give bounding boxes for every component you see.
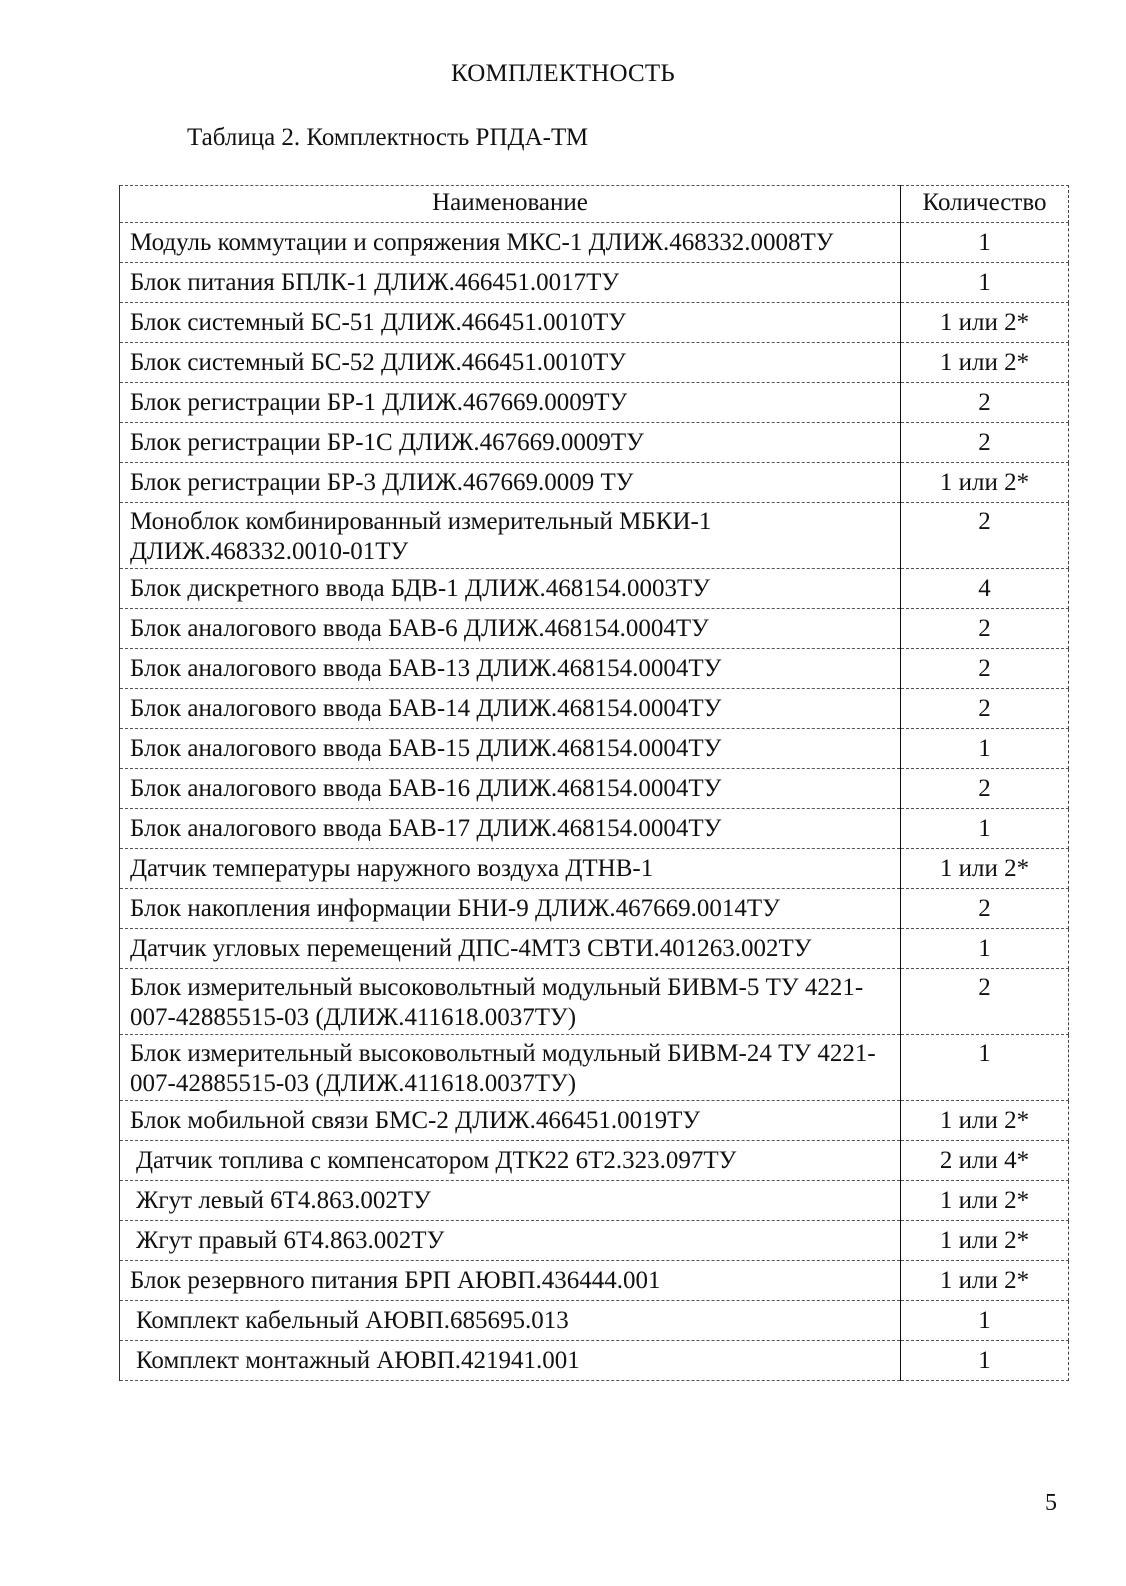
item-quantity: 1 или 2* <box>901 1221 1069 1261</box>
item-quantity: 1 <box>901 929 1069 969</box>
item-quantity: 1 или 2* <box>901 343 1069 383</box>
table-row <box>120 263 1069 303</box>
item-quantity: 1 или 2* <box>901 463 1069 503</box>
item-name: Жгут правый 6Т4.863.002ТУ <box>120 1221 901 1261</box>
item-name: Моноблок комбинированный измерительный МБКИ-1 ДЛИЖ.468332.0010-01ТУ <box>120 503 901 569</box>
item-quantity: 1 или 2* <box>901 1101 1069 1141</box>
item-name: Блок мобильной связи БМС-2 ДЛИЖ.466451.0019ТУ <box>120 1101 901 1141</box>
table-row <box>120 423 1069 463</box>
table-row <box>120 1341 1069 1381</box>
table-row <box>120 969 1069 1035</box>
item-quantity: 1 <box>901 1035 1069 1101</box>
item-quantity: 2 <box>901 609 1069 649</box>
item-quantity: 2 <box>901 503 1069 569</box>
item-quantity: 2 <box>901 383 1069 423</box>
item-name: Блок дискретного ввода БДВ-1 ДЛИЖ.468154.0003ТУ <box>120 569 901 609</box>
item-name: Комплект монтажный АЮВП.421941.001 <box>120 1341 901 1381</box>
table-row <box>120 1035 1069 1101</box>
table-row <box>120 569 1069 609</box>
table-row <box>120 929 1069 969</box>
page-number: 5 <box>1045 1490 1057 1516</box>
table-row <box>120 343 1069 383</box>
item-name: Жгут левый 6Т4.863.002ТУ <box>120 1181 901 1221</box>
item-quantity: 1 или 2* <box>901 303 1069 343</box>
table-row <box>120 649 1069 689</box>
item-quantity: 1 <box>901 729 1069 769</box>
item-quantity: 1 или 2* <box>901 1261 1069 1301</box>
table-row <box>120 769 1069 809</box>
item-name: Блок регистрации БР-3 ДЛИЖ.467669.0009 ТУ <box>120 463 901 503</box>
item-name: Комплект кабельный АЮВП.685695.013 <box>120 1301 901 1341</box>
item-name: Блок аналогового ввода БАВ-15 ДЛИЖ.468154.0004ТУ <box>120 729 901 769</box>
item-quantity: 2 <box>901 423 1069 463</box>
item-quantity: 2 <box>901 689 1069 729</box>
table-row <box>120 1141 1069 1181</box>
item-name: Блок аналогового ввода БАВ-13 ДЛИЖ.468154.0004ТУ <box>120 649 901 689</box>
item-name: Блок аналогового ввода БАВ-14 ДЛИЖ.468154.0004ТУ <box>120 689 901 729</box>
table-caption: Таблица 2. Комплектность РПДА-ТМ <box>187 124 589 151</box>
item-name: Блок накопления информации БНИ-9 ДЛИЖ.467669.0014ТУ <box>120 889 901 929</box>
completeness-table <box>119 185 1069 1381</box>
item-name: Блок аналогового ввода БАВ-16 ДЛИЖ.468154.0004ТУ <box>120 769 901 809</box>
item-name: Датчик температуры наружного воздуха ДТНВ-1 <box>120 849 901 889</box>
column-header-name: Наименование <box>120 186 901 223</box>
table-row <box>120 223 1069 263</box>
item-quantity: 2 или 4* <box>901 1141 1069 1181</box>
item-quantity: 1 <box>901 223 1069 263</box>
item-name: Блок системный БС-52 ДЛИЖ.466451.0010ТУ <box>120 343 901 383</box>
item-name: Датчик топлива с компенсатором ДТК22 6Т2.323.097ТУ <box>120 1141 901 1181</box>
table-row <box>120 503 1069 569</box>
item-name: Блок резервного питания БРП АЮВП.436444.001 <box>120 1261 901 1301</box>
item-quantity: 4 <box>901 569 1069 609</box>
table-row <box>120 463 1069 503</box>
item-quantity: 1 или 2* <box>901 849 1069 889</box>
table-row <box>120 889 1069 929</box>
item-quantity: 1 <box>901 1301 1069 1341</box>
table-row <box>120 609 1069 649</box>
table-row <box>120 849 1069 889</box>
table-row <box>120 383 1069 423</box>
item-name: Модуль коммутации и сопряжения МКС-1 ДЛИЖ.468332.0008ТУ <box>120 223 901 263</box>
item-quantity: 2 <box>901 969 1069 1035</box>
item-name: Блок питания БПЛК-1 ДЛИЖ.466451.0017ТУ <box>120 263 901 303</box>
table-row <box>120 1101 1069 1141</box>
item-name: Блок аналогового ввода БАВ-6 ДЛИЖ.468154.0004ТУ <box>120 609 901 649</box>
column-header-quantity: Количество <box>901 186 1069 223</box>
table-header-row <box>120 186 1069 223</box>
item-name: Блок регистрации БР-1 ДЛИЖ.467669.0009ТУ <box>120 383 901 423</box>
section-heading: КОМПЛЕКТНОСТЬ <box>451 60 675 87</box>
item-name: Блок измерительный высоковольтный модульный БИВМ-5 ТУ 4221-007-42885515-03 (ДЛИЖ.411618.0037ТУ) <box>120 969 901 1035</box>
item-name: Блок регистрации БР-1С ДЛИЖ.467669.0009ТУ <box>120 423 901 463</box>
item-name: Блок аналогового ввода БАВ-17 ДЛИЖ.468154.0004ТУ <box>120 809 901 849</box>
item-name: Датчик угловых перемещений ДПС-4МТ3 СВТИ.401263.002ТУ <box>120 929 901 969</box>
table-row <box>120 729 1069 769</box>
item-quantity: 1 <box>901 809 1069 849</box>
item-quantity: 1 <box>901 1341 1069 1381</box>
item-quantity: 2 <box>901 649 1069 689</box>
item-quantity: 2 <box>901 769 1069 809</box>
item-name: Блок системный БС-51 ДЛИЖ.466451.0010ТУ <box>120 303 901 343</box>
table-row <box>120 303 1069 343</box>
table-row <box>120 1261 1069 1301</box>
table-row <box>120 809 1069 849</box>
item-name: Блок измерительный высоковольтный модульный БИВМ-24 ТУ 4221-007-42885515-03 (ДЛИЖ.411618.0037ТУ) <box>120 1035 901 1101</box>
item-quantity: 2 <box>901 889 1069 929</box>
item-quantity: 1 <box>901 263 1069 303</box>
item-quantity: 1 или 2* <box>901 1181 1069 1221</box>
table-row <box>120 689 1069 729</box>
table-row <box>120 1181 1069 1221</box>
table-row <box>120 1221 1069 1261</box>
table-row <box>120 1301 1069 1341</box>
